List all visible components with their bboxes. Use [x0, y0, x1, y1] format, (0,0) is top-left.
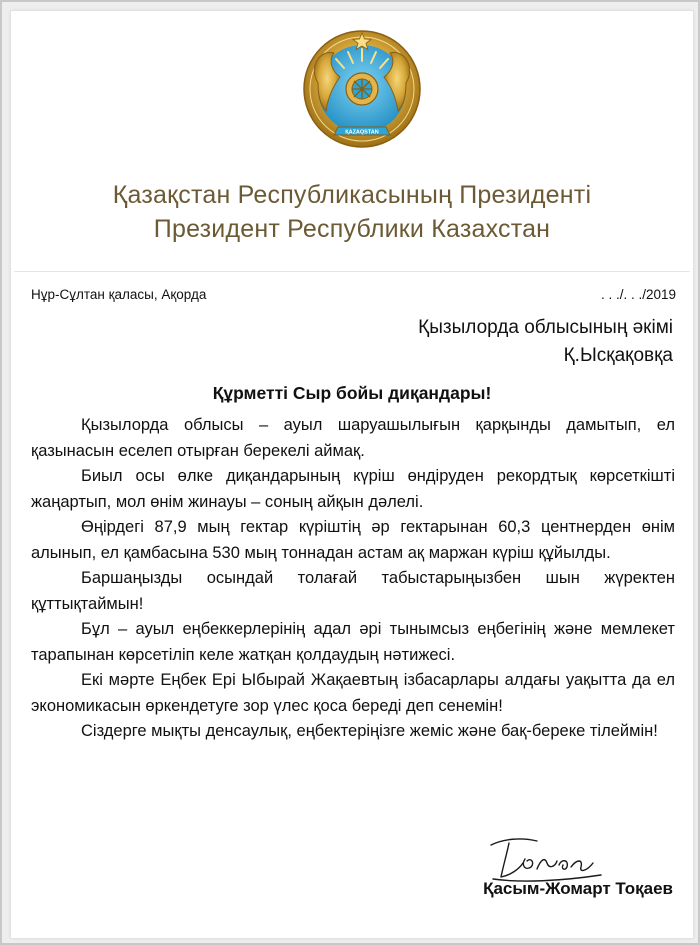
letter-city: Нұр-Сұлтан қаласы, Ақорда	[31, 287, 207, 302]
body-paragraph: Сіздерге мықты денсаулық, еңбектеріңізге жеміс және бақ-береке тілеймін!	[81, 722, 658, 740]
letter-sheet	[11, 11, 693, 938]
title-russian: Президент Республики Казахстан	[153, 215, 551, 243]
state-emblem	[298, 27, 426, 155]
body-paragraph: Өңірдегі 87,9 мың гектар күріштің әр гектарынан 60,3 центнерден өнім алынып, ел қамбасына 530 мың тоннадан астам ақ маржан күріш құйылды.	[31, 518, 675, 562]
body-paragraph: Қызылорда облысы – ауыл шаруашылығын қарқынды дамытып, ел қазынасын еселеп отырған берекелі аймақ.	[31, 416, 675, 460]
body-paragraph: Биыл осы өлке диқандарының күріш өндіруден рекордтық көрсеткішті жаңартып, мол өнім жинауы – соның айқын дәлелі.	[31, 467, 675, 511]
body-paragraph: Бұл – ауыл еңбеккерлерінің адал әрі тынымсыз еңбегінің және мемлекет тарапынан көрсетіліп келе жатқан қолдаудың нәтижесі.	[31, 620, 675, 664]
body-paragraph: Баршаңызды осындай толағай табыстарыңызбен шын жүректен құттықтаймын!	[31, 569, 675, 613]
recipient-name: Қ.Ысқақовқа	[563, 345, 673, 366]
header-divider	[14, 271, 690, 272]
letter-body	[31, 413, 675, 745]
letter-greeting: Құрметті Сыр бойы диқандары!	[212, 383, 492, 403]
recipient-title: Қызылорда облысының әкімі	[418, 317, 673, 338]
state-emblem-icon	[298, 27, 426, 155]
letter-date: . . ./. . ./2019	[600, 287, 676, 302]
emblem-label: ҚАZAQSTAN	[345, 129, 379, 136]
body-paragraph: Екі мәрте Еңбек Ері Ыбырай Жақаевтың ізбасарлары алдағы уақытта да ел экономикасын өркендетуге зор үлес қоса береді деп сенемін!	[31, 671, 675, 715]
title-kazakh: Қазақстан Республикасының Президенті	[112, 181, 592, 209]
signer-name: Қасым-Жомарт Тоқаев	[483, 879, 673, 898]
